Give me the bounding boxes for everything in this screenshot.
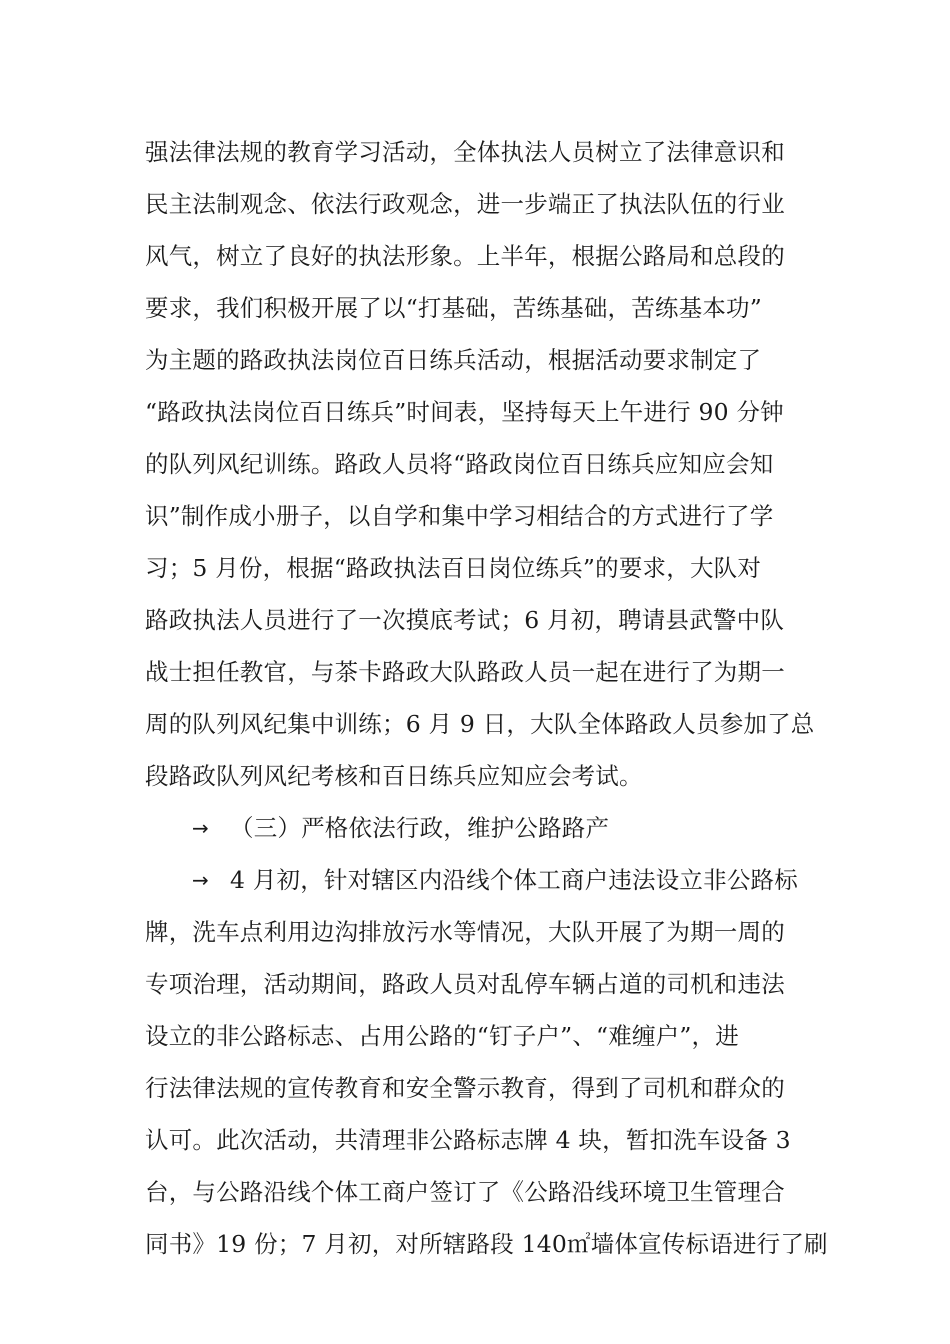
body-text-line: 行法律法规的宣传教育和安全警示教育，得到了司机和群众的	[145, 1074, 785, 1102]
body-text-line: 路政执法人员进行了一次摸底考试；6 月初，聘请县武警中队	[145, 606, 785, 634]
paragraph-first-line-text: 4 月初，针对辖区内沿线个体工商户违法设立非公路标	[230, 866, 798, 894]
paragraph-first-line	[192, 865, 798, 896]
section-heading	[192, 813, 609, 844]
body-text-line: 为主题的路政执法岗位百日练兵活动，根据活动要求制定了	[145, 346, 762, 374]
section-heading-text: （三）严格依法行政，维护公路路产	[230, 814, 610, 842]
body-text-line: 风气，树立了良好的执法形象。上半年，根据公路局和总段的	[145, 242, 785, 270]
body-text-line: 民主法制观念、依法行政观念，进一步端正了执法队伍的行业	[145, 190, 785, 218]
body-text-line: 牌，洗车点利用边沟排放污水等情况，大队开展了为期一周的	[145, 918, 785, 946]
body-text-line: 战士担任教官，与茶卡路政大队路政人员一起在进行了为期一	[145, 658, 785, 686]
body-text-line: 同书》19 份；7 月初，对所辖路段 140㎡墙体宣传标语进行了刷	[145, 1230, 828, 1258]
arrow-icon: →	[192, 816, 209, 840]
body-text-line: 要求，我们积极开展了以“打基础，苦练基础，苦练基本功”	[145, 294, 762, 322]
body-text-line: 段路政队列风纪考核和百日练兵应知应会考试。	[145, 762, 643, 790]
body-text-line: 认可。此次活动，共清理非公路标志牌 4 块，暂扣洗车设备 3	[145, 1126, 791, 1154]
body-text-line: 的队列风纪训练。路政人员将“路政岗位百日练兵应知应会知	[145, 450, 774, 478]
body-text-line: “路政执法岗位百日练兵”时间表，坚持每天上午进行 90 分钟	[145, 398, 784, 426]
body-text-line: 台，与公路沿线个体工商户签订了《公路沿线环境卫生管理合	[145, 1178, 785, 1206]
body-text-line: 设立的非公路标志、占用公路的“钉子户”、“难缠户”，进	[145, 1022, 739, 1050]
arrow-icon: →	[192, 868, 209, 892]
body-text-line: 强法律法规的教育学习活动，全体执法人员树立了法律意识和	[145, 138, 785, 166]
body-text-line: 习；5 月份，根据“路政执法百日岗位练兵”的要求，大队对	[145, 554, 762, 582]
body-text-line: 识”制作成小册子，以自学和集中学习相结合的方式进行了学	[145, 502, 774, 530]
body-text-line: 周的队列风纪集中训练；6 月 9 日，大队全体路政人员参加了总	[145, 710, 815, 738]
body-text-line: 专项治理，活动期间，路政人员对乱停车辆占道的司机和违法	[145, 970, 785, 998]
